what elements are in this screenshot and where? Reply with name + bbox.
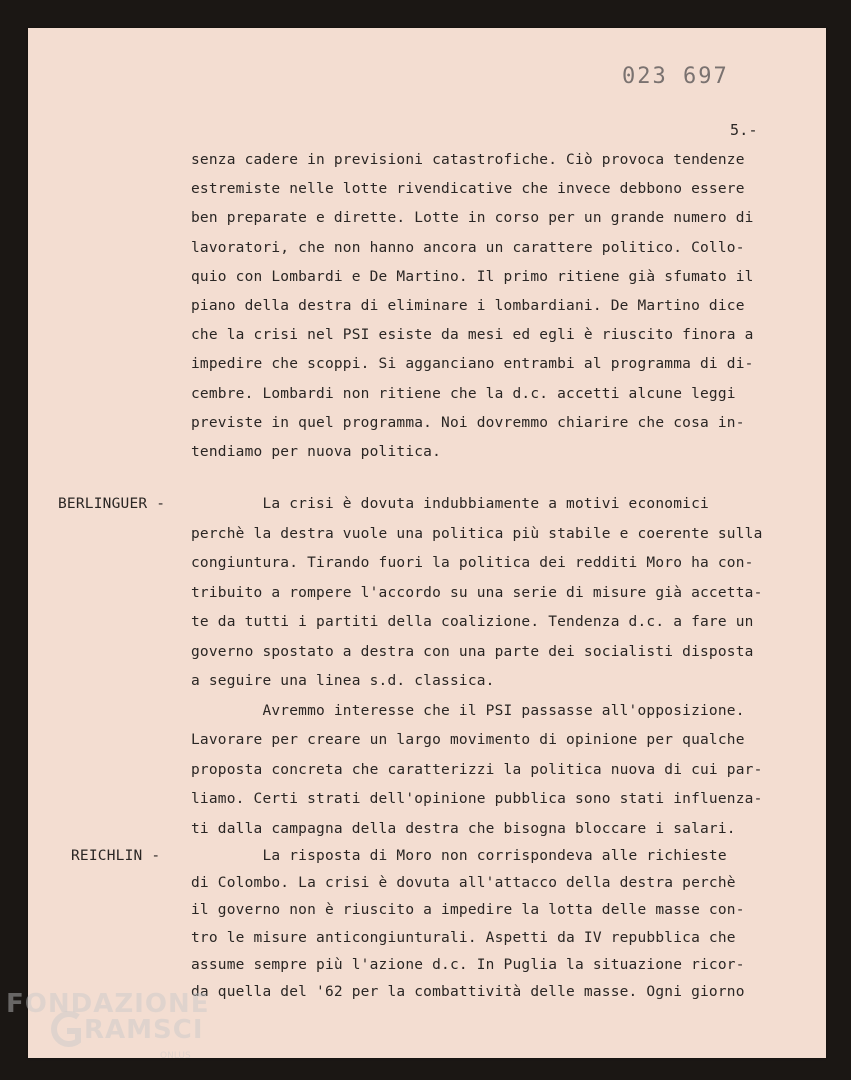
berlinguer-line: Avremmo interesse che il PSI passasse all'opposizione.	[191, 702, 745, 719]
reichlin-line: il governo non è riuscito a impedire la lotta delle masse con-	[191, 902, 745, 919]
reichlin-line: assume sempre più l'azione d.c. In Puglia la situazione ricor-	[191, 956, 745, 973]
reichlin-line: da quella del '62 per la combattività delle masse. Ogni giorno	[191, 984, 745, 1000]
archive-number: 023 697	[622, 64, 729, 89]
berlinguer-line: ti dalla campagna della destra che bisogna bloccare i salari.	[191, 820, 736, 837]
berlinguer-line: La crisi è dovuta indubbiamente a motivi economici	[191, 496, 709, 512]
watermark-line1: FONDAZIONE	[6, 989, 210, 1019]
berlinguer-line: Lavorare per creare un largo movimento di opinione per qualche	[191, 732, 745, 748]
paragraph-1-line: piano della destra di eliminare i lombardiani. De Martino dice	[191, 298, 745, 314]
speaker-reichlin: REICHLIN -	[71, 848, 161, 864]
berlinguer-line: governo spostato a destra con una parte dei socialisti disposta	[191, 643, 754, 660]
paragraph-1-line: cembre. Lombardi non ritiene che la d.c. accetti alcune leggi	[191, 385, 736, 402]
page-number: 5.-	[730, 121, 758, 139]
berlinguer-line: liamo. Certi strati dell'opinione pubblica sono stati influenza-	[191, 791, 763, 807]
berlinguer-line: tribuito a rompere l'accordo su una serie di misure già accetta-	[191, 584, 763, 601]
paragraph-1-line: impedire che scoppi. Si agganciano entrambi al programma di di-	[191, 356, 754, 373]
reichlin-line: di Colombo. La crisi è dovuta all'attacco della destra perchè	[191, 875, 736, 892]
berlinguer-line: congiuntura. Tirando fuori la politica dei redditi Moro ha con-	[191, 555, 754, 571]
speaker-berlinguer: BERLINGUER -	[58, 496, 166, 512]
paragraph-1-line: previste in quel programma. Noi dovremmo chiarire che cosa in-	[191, 414, 745, 431]
berlinguer-line: a seguire una linea s.d. classica.	[191, 673, 495, 689]
paragraph-1-line: che la crisi nel PSI esiste da mesi ed egli è riuscito finora a	[191, 327, 754, 344]
paragraph-1-line: quio con Lombardi e De Martino. Il primo ritiene già sfumato il	[191, 268, 754, 285]
berlinguer-line: perchè la destra vuole una politica più stabile e coerente sulla	[191, 525, 763, 542]
watermark-sub: ONLUS	[160, 1051, 191, 1061]
document-page	[28, 28, 826, 1058]
paragraph-1-line: tendiamo per nuova politica.	[191, 444, 442, 460]
berlinguer-line: te da tutti i partiti della coalizione. Tendenza d.c. a fare un	[191, 614, 754, 630]
paragraph-1-line: senza cadere in previsioni catastrofiche. Ciò provoca tendenze	[191, 152, 745, 168]
paragraph-1-line: lavoratori, che non hanno ancora un carattere politico. Collo-	[191, 239, 745, 256]
paragraph-1-line: estremiste nelle lotte rivendicative che invece debbono essere	[191, 181, 745, 198]
watermark-line2: RAMSCI	[84, 1015, 204, 1045]
berlinguer-line: proposta concreta che caratterizzi la politica nuova di cui par-	[191, 761, 763, 778]
reichlin-line: La risposta di Moro non corrispondeva alle richieste	[191, 848, 727, 864]
reichlin-line: tro le misure anticongiunturali. Aspetti da IV repubblica che	[191, 929, 736, 946]
paragraph-1-line: ben preparate e dirette. Lotte in corso per un grande numero di	[191, 210, 754, 227]
